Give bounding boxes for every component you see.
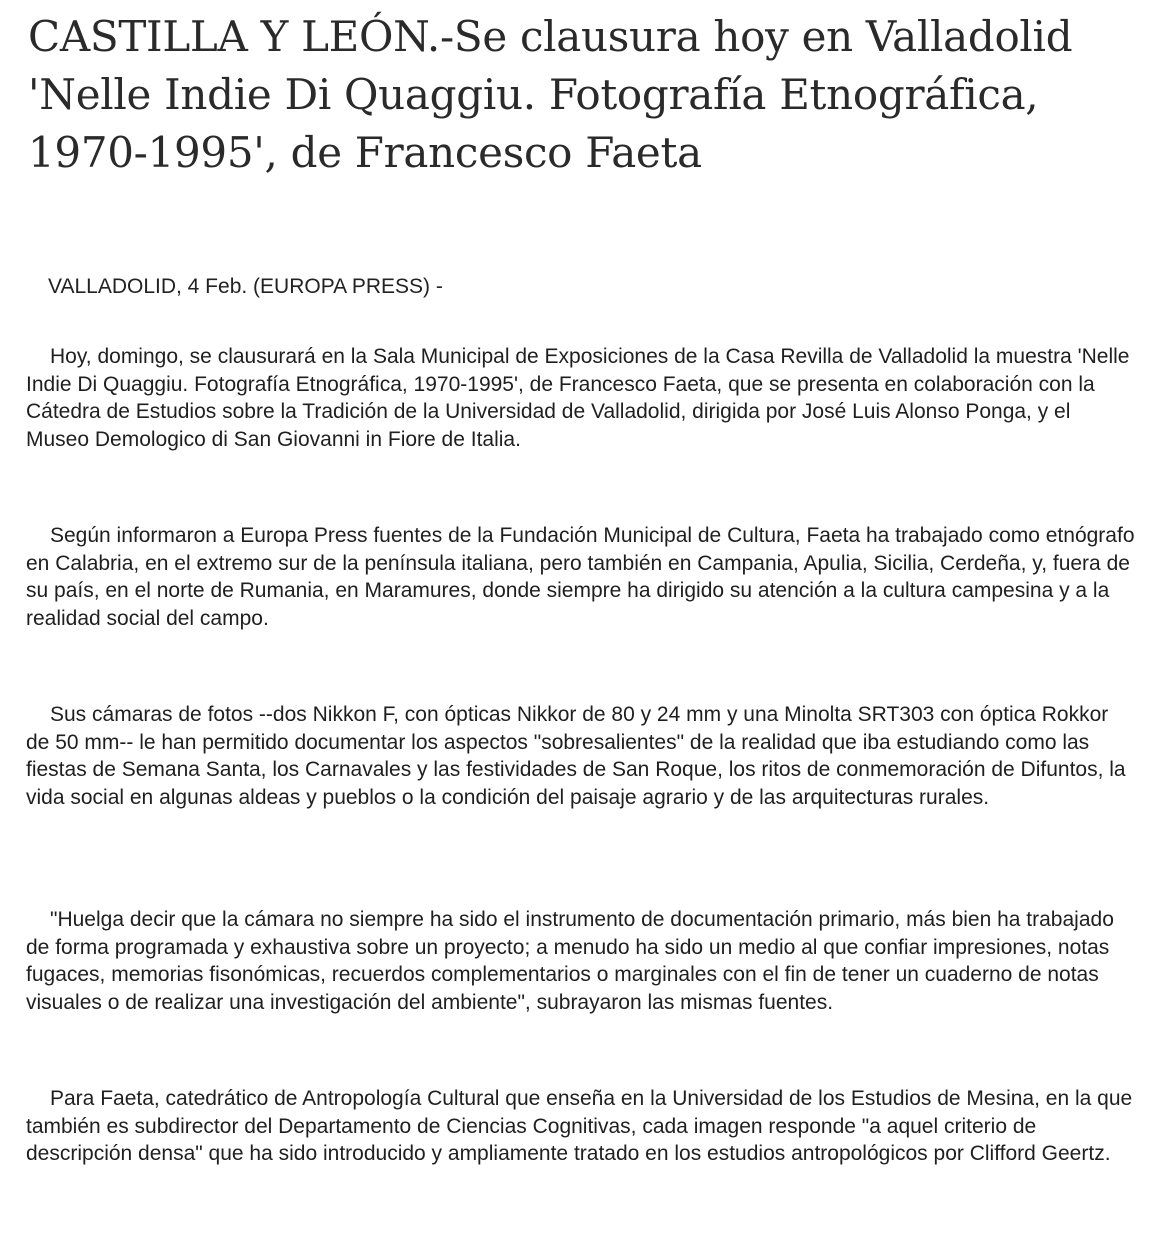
- article-paragraph-2: Según informaron a Europa Press fuentes de la Fundación Municipal de Cultura, Faeta ha trabajado como etnógrafo en Calabria, en el extremo sur de la península italiana, pero también en Campania, Apulia, Sicilia, Cerdeña, y, fuera de su país, en el norte de Rumania, en Maramures, donde siempre ha dirigido su atención a la cultura campesina y a la realidad social del campo.: [26, 524, 1135, 630]
- article-dateline: VALLADOLID, 4 Feb. (EUROPA PRESS) -: [48, 275, 443, 298]
- article-headline: CASTILLA Y LEÓN.-Se clausura hoy en Valladolid 'Nelle Indie Di Quaggiu. Fotografía Etnográfica, 1970-1995', de Francesco Faeta: [28, 12, 1073, 177]
- article-paragraph-4: "Huelga decir que la cámara no siempre ha sido el instrumento de documentación primario, más bien ha trabajado de forma programada y exhaustiva sobre un proyecto; a menudo ha sido un medio al que confiar impresiones, notas fugaces, memorias fisonómicas, recuerdos complementarios o marginales con el fin de tener un cuaderno de notas visuales o de realizar una investigación del ambiente", subrayaron las mismas fuentes.: [26, 908, 1114, 1014]
- article-paragraph-5: Para Faeta, catedrático de Antropología Cultural que enseña en la Universidad de los Estudios de Mesina, en la que también es subdirector del Departamento de Ciencias Cognitivas, cada imagen responde "a aquel criterio de descripción densa" que ha sido introducido y ampliamente tratado en los estudios antropológicos por Clifford Geertz.: [26, 1087, 1133, 1165]
- article-paragraph-1: Hoy, domingo, se clausurará en la Sala Municipal de Exposiciones de la Casa Revilla de Valladolid la muestra 'Nelle Indie Di Quaggiu. Fotografía Etnográfica, 1970-1995', de Francesco Faeta, que se presenta en colaboración con la Cátedra de Estudios sobre la Tradición de la Universidad de Valladolid, dirigida por José Luis Alonso Ponga, y el Museo Demologico di San Giovanni in Fiore de Italia.: [26, 345, 1130, 451]
- article-paragraph-3: Sus cámaras de fotos --dos Nikkon F, con ópticas Nikkor de 80 y 24 mm y una Minolta SRT303 con óptica Rokkor de 50 mm-- le han permitido documentar los aspectos "sobresalientes" de la realidad que iba estudiando como las fiestas de Semana Santa, los Carnavales y las festividades de San Roque, los ritos de conmemoración de Difuntos, la vida social en algunas aldeas y pueblos o la condición del paisaje agrario y de las arquitecturas rurales.: [26, 703, 1126, 809]
